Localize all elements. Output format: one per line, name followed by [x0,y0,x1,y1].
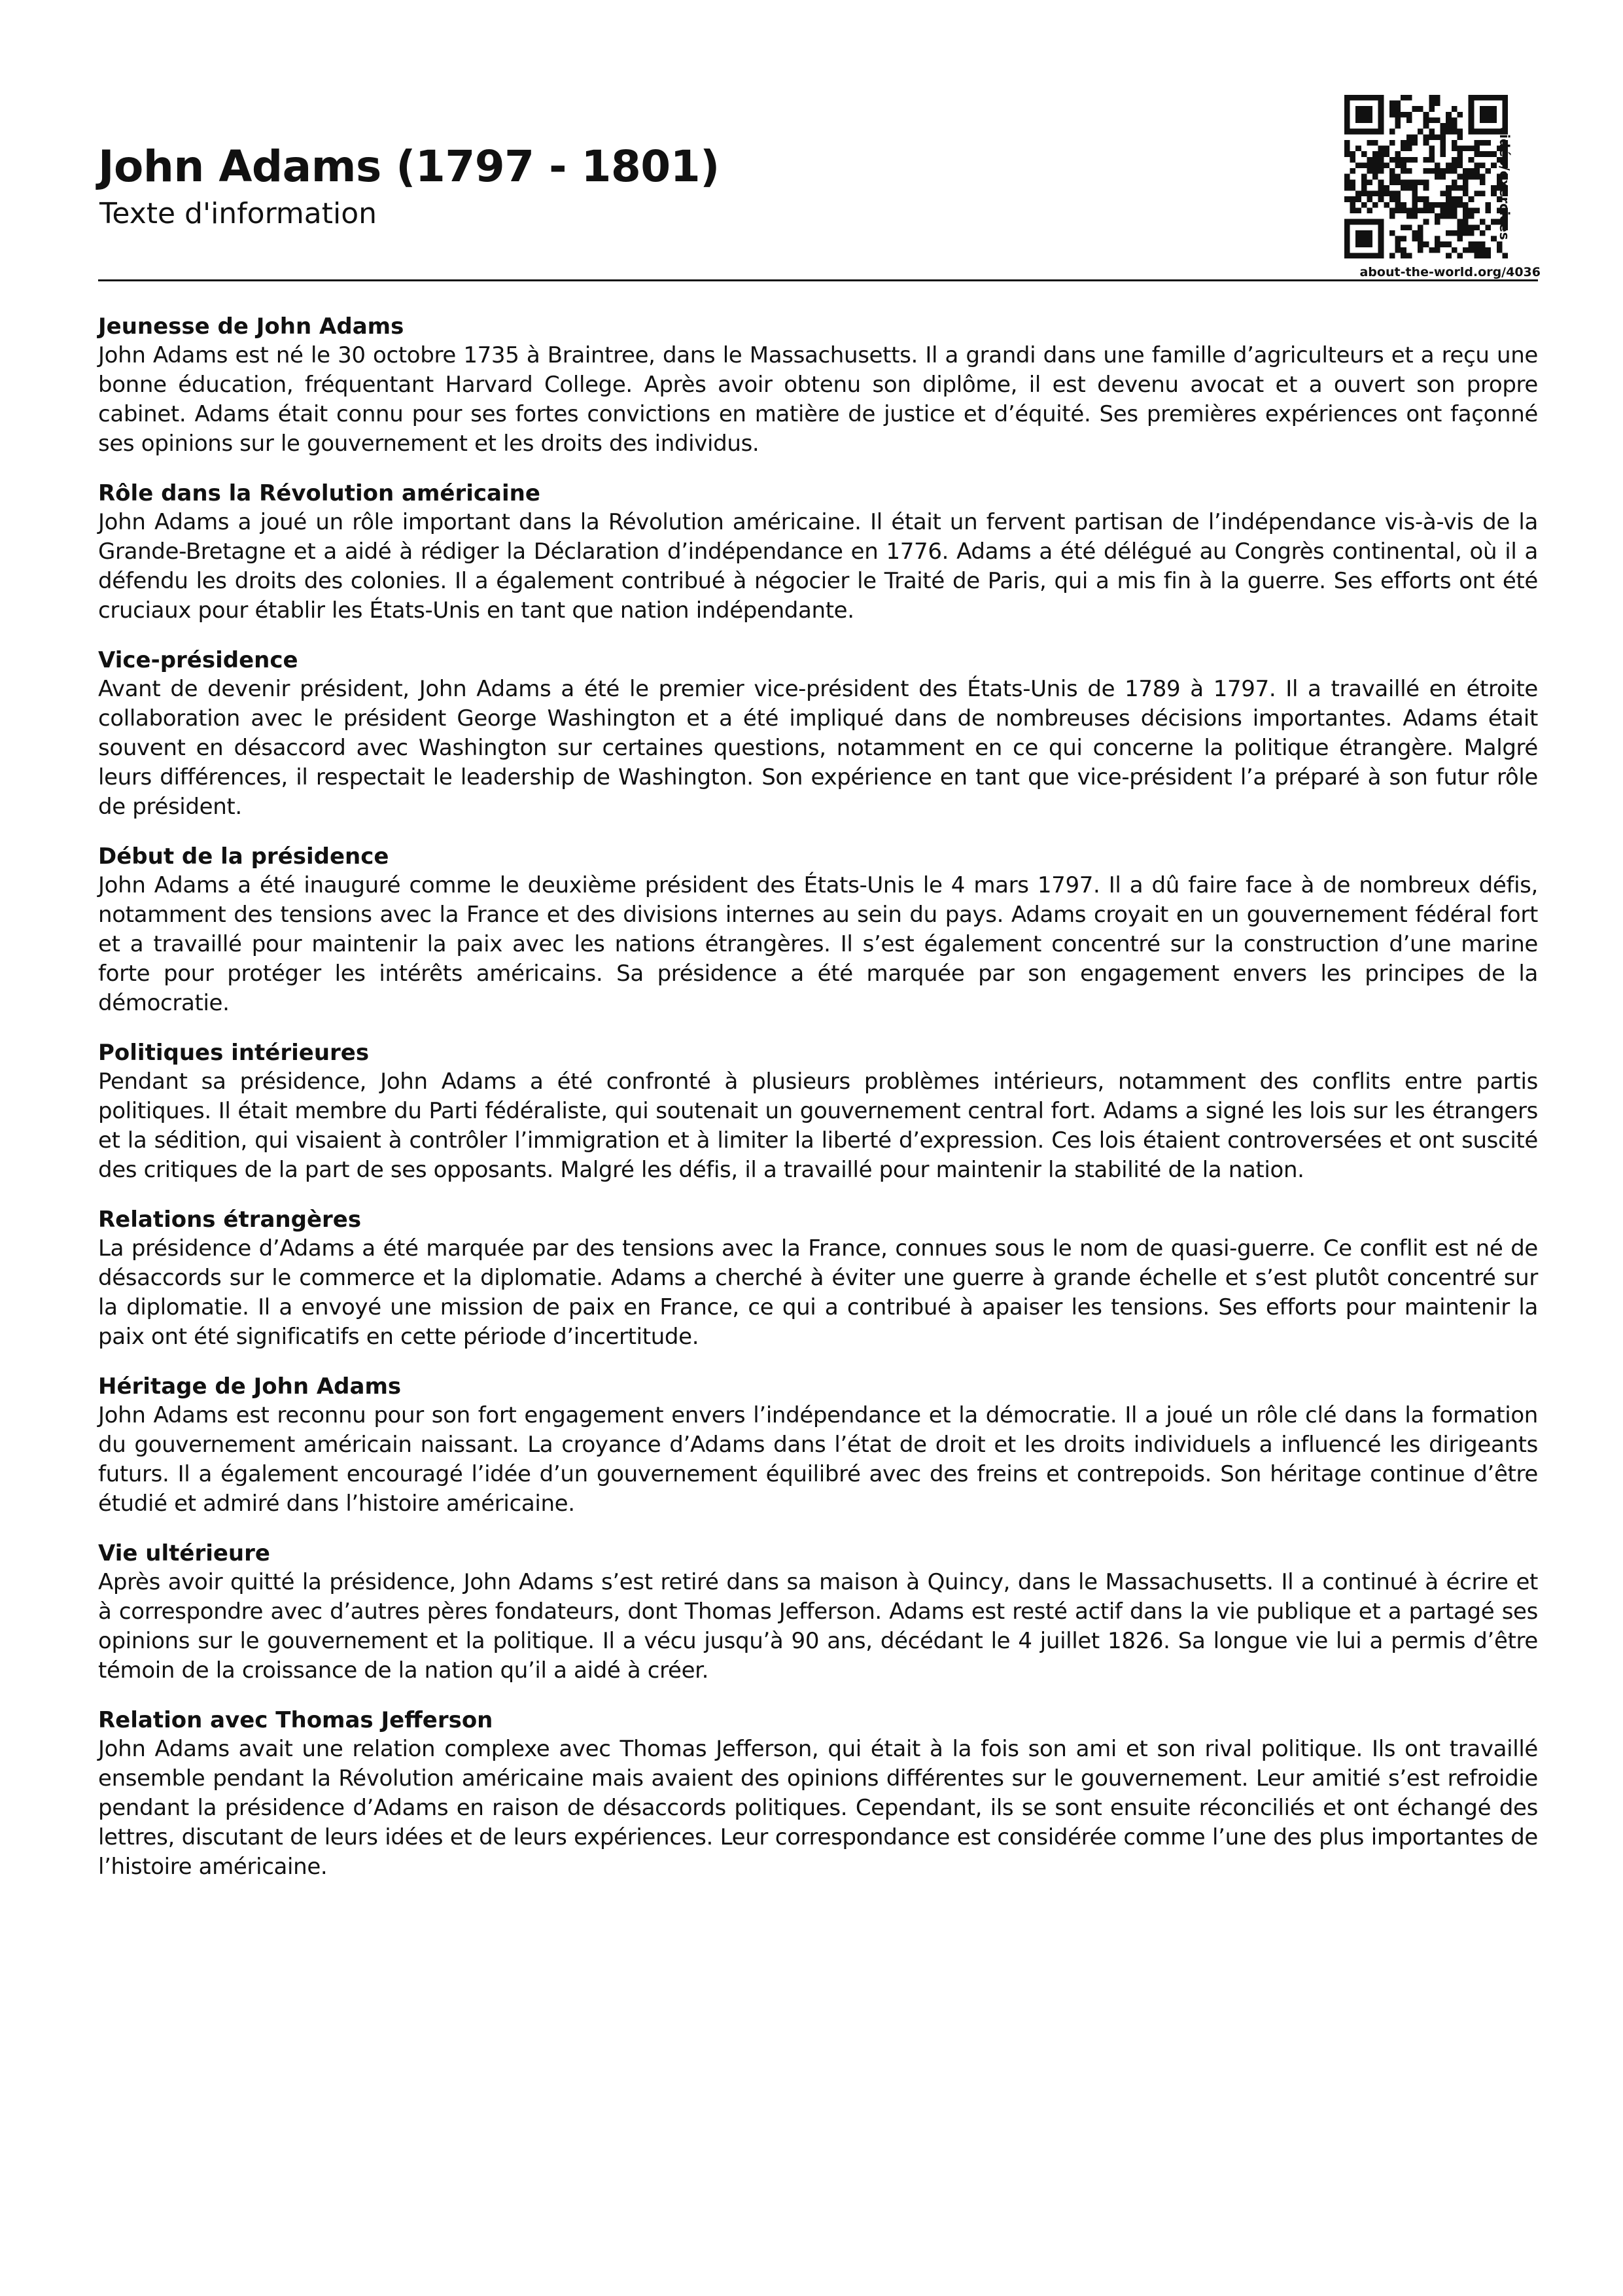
section-heading: Politiques intérieures [98,1040,370,1066]
section-heading: Relation avec Thomas Jefferson [98,1707,493,1733]
section-vie-ulterieure [98,1539,1538,1686]
section-paragraph: John Adams est reconnu pour son fort engagement envers l’indépendance et la démocratie. Il a joué un rôle clé dans la formation du gouvernement américain naissant. La croyance d’Adams dans l’état de droit et les droits individuels a influencé les dirigeants futurs. Il a également encouragé l’idée d’un gouvernement équilibré avec des freins et contrepoids. Son héritage continue d’être étudié et admiré dans l’histoire américaine. [98,1402,1538,1517]
section-heading: Vie ultérieure [98,1540,270,1566]
qr-code-icon[interactable] [1344,95,1508,258]
section-heritage [98,1372,1538,1519]
section-revolution [98,479,1538,626]
section-paragraph: John Adams a été inauguré comme le deuxième président des États-Unis le 4 mars 1797. Il a dû faire face à de nombreux défis, notamment des tensions avec la France et des divisions internes au sein du pays. Adams croyait en un gouvernement fédéral fort et a travaillé pour maintenir la paix avec les nations étrangères. Il s’est également concentré sur la construction d’une marine forte pour protéger les intérêts américains. Sa présidence a été marquée par son engagement envers les principes de la démocratie. [98,872,1538,1016]
section-heading: Vice-présidence [98,647,298,673]
article-body [98,312,1538,1902]
section-paragraph: Pendant sa présidence, John Adams a été confronté à plusieurs problèmes intérieurs, notamment des conflits entre partis politiques. Il était membre du Parti fédéraliste, qui soutenait un gouvernement central fort. Adams a signé les lois sur les étrangers et la sédition, qui visaient à contrôler l’immigration et à limiter la liberté d’expression. Ces lois étaient controversées et ont suscité des critiques de la part de ses opposants. Malgré les défis, il a travaillé pour maintenir la stabilité de la nation. [98,1069,1538,1183]
section-vice-presidence [98,646,1538,822]
section-heading: Héritage de John Adams [98,1373,402,1400]
section-heading: Début de la présidence [98,843,389,870]
section-paragraph: John Adams a joué un rôle important dans la Révolution américaine. Il était un fervent partisan de l’indépendance vis-à-vis de la Grande-Bretagne et a aidé à rédiger la Déclaration d’indépendance en 1776. Adams a été délégué au Congrès continental, où il a défendu les droits des colonies. Il a également contribué à négocier le Traité de Paris, qui a mis fin à la guerre. Ses efforts ont été cruciaux pour établir les États-Unis en tant que nation indépendante. [98,509,1538,624]
section-paragraph: John Adams est né le 30 octobre 1735 à Braintree, dans le Massachusetts. Il a grandi dans une famille d’agriculteurs et a reçu une bonne éducation, fréquentant Harvard College. Après avoir obtenu son diplôme, il est devenu avocat et a ouvert son propre cabinet. Adams était connu pour ses fortes convictions en matière de justice et d’équité. Ses premières expériences ont façonné ses opinions sur le gouvernement et les droits des individus. [98,342,1538,457]
section-debut-presidence [98,842,1538,1018]
section-jefferson [98,1706,1538,1882]
section-jeunesse [98,312,1538,459]
qr-url-link[interactable]: about-the-world.org/4036 [1359,265,1541,279]
section-heading: Jeunesse de John Adams [98,313,404,340]
section-heading: Relations étrangères [98,1207,362,1233]
section-relations-etrangeres [98,1205,1538,1352]
header-divider [98,279,1538,281]
page-subtitle: Texte d'information [99,197,377,230]
section-politiques-interieures [98,1038,1538,1185]
section-heading: Rôle dans la Révolution américaine [98,480,540,506]
section-paragraph: La présidence d’Adams a été marquée par des tensions avec la France, connues sous le nom de quasi-guerre. Ce conflit est né de désaccords sur le commerce et la diplomatie. Adams a cherché à éviter une guerre à grande échelle et s’est plutôt concentré sur la diplomatie. Il a envoyé une mission de paix en France, ce qui a contribué à apaiser les tensions. Ses efforts pour maintenir la paix ont été significatifs en cette période d’incertitude. [98,1235,1538,1350]
section-paragraph: Avant de devenir président, John Adams a été le premier vice-président des États-Unis de 1789 à 1797. Il a travaillé en étroite collaboration avec le président George Washington et a été impliqué dans de nombreuses décisions importantes. Adams était souvent en désaccord avec Washington sur certaines questions, notamment en ce qui concerne la politique étrangère. Malgré leurs différences, il respectait le leadership de Washington. Son expérience en tant que vice-président l’a préparé à son futur rôle de président. [98,676,1538,820]
section-paragraph: Après avoir quitté la présidence, John Adams s’est retiré dans sa maison à Quincy, dans le Massachusetts. Il a continué à écrire et à correspondre avec d’autres pères fondateurs, dont Thomas Jefferson. Adams est resté actif dans la vie publique et a partagé ses opinions sur le gouvernement et la politique. Il a vécu jusqu’à 90 ans, décédant le 4 juillet 1826. Sa longue vie lui a permis d’être témoin de la croissance de la nation qu’il a aidé à créer. [98,1569,1538,1684]
page-title: John Adams (1797 - 1801) [98,141,720,192]
qr-side-label: vidéo/exercices [1497,126,1512,240]
section-paragraph: John Adams avait une relation complexe avec Thomas Jefferson, qui était à la fois son ami et son rival politique. Ils ont travaillé ensemble pendant la Révolution américaine mais avaient des opinions différentes sur le gouvernement. Leur amitié s’est refroidie pendant la présidence d’Adams en raison de désaccords politiques. Cependant, ils se sont ensuite réconciliés et ont échangé des lettres, discutant de leurs idées et de leurs expériences. Leur correspondance est considérée comme l’une des plus importantes de l’histoire américaine. [98,1736,1538,1880]
page-header [98,141,1341,232]
